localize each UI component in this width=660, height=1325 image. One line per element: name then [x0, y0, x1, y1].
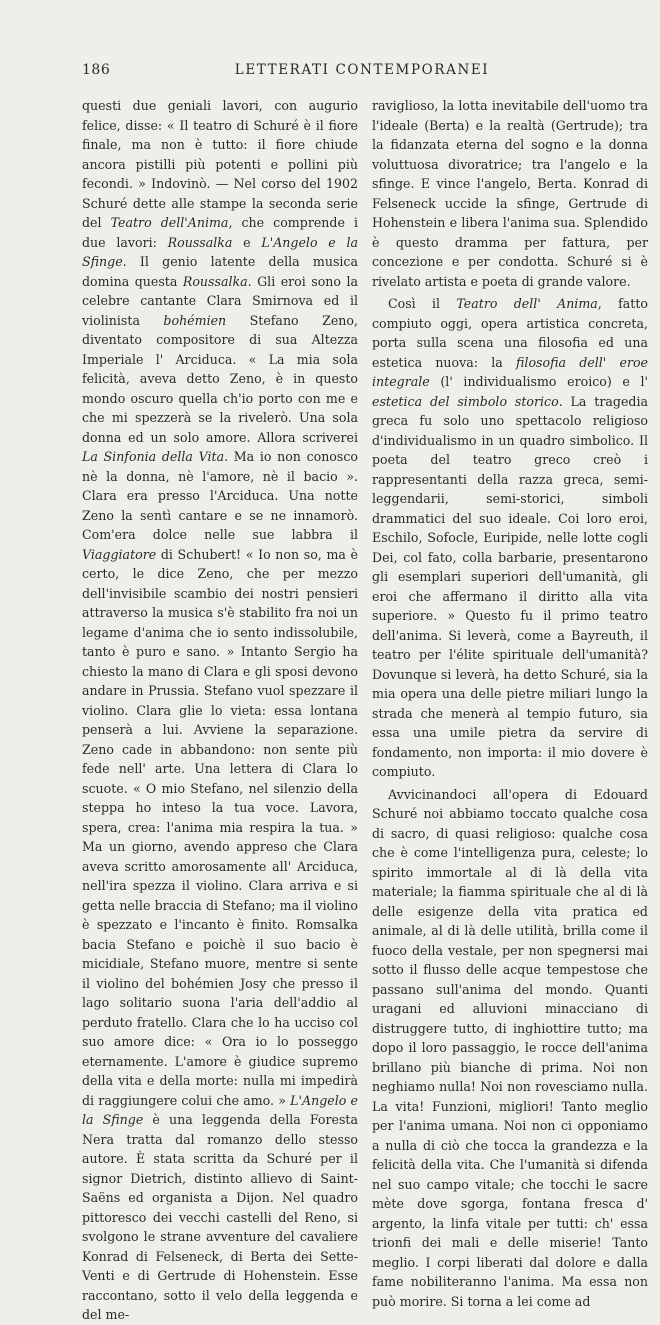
italic-term: estetica del simbolo storico	[372, 393, 559, 409]
italic-title: L'Angelo e la Sfinge	[82, 234, 359, 269]
italic-title: Teatro dell' Anima	[456, 296, 598, 311]
text-run: è una leggenda della Foresta Nera tratta dal romanzo dello stesso autore. È stata scritta da Schuré per il signor Dietrich, distinto allievo di Saint-Saëns ed organista a Dijon. Nel quadro pittoresco dei vecchi castelli del Reno, si svolgono le strane avventure del cavaliere Konrad di Felseneck, di Berta dei Sette-Venti e di Gertrude di Hohenstein. Esse raccontano, sotto il velo della leggenda e del me-	[82, 1112, 358, 1322]
text-run: e	[232, 234, 262, 250]
right-column	[372, 96, 648, 1311]
left-column	[82, 96, 358, 1325]
text-run: . Gli eroi sono la celebre cantante Clara Smirnova ed il violinista	[82, 273, 358, 328]
text-run: (l' individualismo eroico) e l'	[429, 374, 648, 389]
text-run: Stefano Zeno, diventato compositore di sua Altezza Imperiale l' Arciduca. « La mia sola felicità, aveva detto Zeno, è in questo mondo oscuro quella ch'io porto con me e che mi spezzerà se la rivelerò. Una sola donna ed un solo amore. Allora scriverei	[82, 312, 358, 445]
page-number: 186	[82, 62, 111, 78]
right-paragraph-1: raviglioso, la lotta inevitabile dell'uomo tra l'ideale (Berta) e la realtà (Gertrude); tra la fidanzata eterna del sogno e la donna voluttuosa divoratrice; tra l'angelo e la sfinge. E vince l'angelo, Berta. Konrad di Felseneck uccide la sfinge, Gertrude di Hohenstein e libera l'anima sua. Splendido è questo dramma per fattura, per concezione e per condotta. Schuré si è rivelato artista e poeta di grande valore.	[372, 98, 648, 289]
italic-word: bohémien	[163, 312, 227, 328]
left-paragraph-1	[82, 96, 358, 1325]
text-run: . Ma io non conosco nè la donna, nè l'amore, nè il bacio ». Clara era presso l'Arciduca. Una notte Zeno la sentì cantare e se ne innamorò. Com'era dolce nelle sue labbra il	[82, 449, 358, 542]
text-run: questi due geniali lavori, con augurio felice, disse: « Il teatro di Schuré è il fiore finale, ma non è tutto: il fiore chiude ancora pistilli più potenti e pollini più fecondi. » Indovinò. — Nel corso del 1902 Schuré dette alle stampe la seconda serie del	[82, 98, 358, 230]
text-run: , che comprende i due lavori:	[82, 215, 359, 250]
text-run: . La tragedia greca fu solo uno spettacolo religioso d'individualismo in un quadro simbolico. Il poeta del teatro greco creò i rappresentanti della razza greca, semi-leggendarii, semi-storici, simboli drammatici del suo ideale. Coi loro eroi, Eschilo, Sofocle, Euripide, nelle lotte cogli Dei, col fato, colla barbarie, presentarono gli esemplari superiori dell'umanità, gli eroi che affermano il diritto alla vita superiore. » Questo fu il primo teatro dell'anima. Si leverà, come a Bayreuth, il teatro per l'élite spirituale dell'umanità? Dovunque si leverà, ha detto Schuré, sia la mia opera una delle pietre miliari lungo la strada che menerà al tempio futuro, sia essa una umile pietra da servire di fondamento, non importa: il mio dovere è compiuto.	[372, 393, 648, 779]
text-run: di Schubert! « Io non so, ma è certo, le dice Zeno, che per mezzo dell'invisibile scambio dei nostri pensieri attraverso la musica s'è stabilito fra noi un legame d'anima che io sento indissolubile, tanto è puro e sano. » Intanto Sergio ha chiesto la mano di Clara e gli sposi devono andare in Prussia. Stefano vuol spezzare il violino. Clara glie lo vieta: essa lontana penserà a lui. Avviene la separazione. Zeno cade in abbandono: non sente più fede nell' arte. Una lettera di Clara lo scuote. « O mio Stefano, nel silenzio della steppa ho inteso la tua voce. Lavora, spera, crea: l'anima mia respira la tua. » Ma un giorno, avendo appreso che Clara aveva scritto amorosamente all' Arciduca, nell'ira spezza il violino. Clara arriva e si getta nelle braccia di Stefano; ma il violino è spezzato e l'incanto è finito. Romsalka bacia Stefano e poichè il suo bacio è micidiale, Stefano muore, mentre si sente il violino del bohémien Josy che presso il lago solitario suona l'aria dell'addio al perduto fratello. Clara che lo ha ucciso col suo amore dice: « Ora io lo posseggo eternamente. L'amore è giudice supremo della vita e della morte: nulla mi impedirà di raggiungere colui che amo. »	[82, 546, 358, 1108]
italic-title: Teatro dell'Anima	[110, 215, 229, 230]
italic-title: La Sinfonia della Vita	[82, 449, 225, 464]
italic-title: Viaggiatore	[82, 546, 157, 562]
page-header	[82, 62, 642, 84]
text-run: . Il genio latente della musica domina questa	[82, 254, 358, 289]
text-run: Così il	[388, 296, 457, 311]
right-paragraph-3: Avvicinandoci all'opera di Edouard Schuré noi abbiamo toccato qualche cosa di sacro, di quasi religioso: qualche cosa che è come l'intelligenza pura, celeste; lo spirito immortale al di là della vita materiale; la fiamma spirituale che al di là delle esigenze della vita pratica ed animale, al di là delle utilità, brilla come il fuoco della vestale, per non spegnersi mai sotto il flusso delle acque tempestose che passano sull'anima del mondo. Quanti uragani ed alluvioni minacciano di distruggere tutto, di inghiottire tutto; ma dopo il loro passaggio, le rocce dell'anima brillano più bianche di prima. Noi non neghiamo nulla! Noi non rovesciamo nulla. La vita! Funzioni, migliori! Tanto meglio per l'anima umana. Noi non ci opponiamo a nulla di ciò che tocca la grandezza e la felicità della vita. Che l'umanità si difenda nel suo campo vitale; che tocchi le sacre mète dove sgorga, fontana fresca d' argento, la linfa vitale per tutti: ch' essa trionfi dei mali e delle miserie! Tanto meglio. I corpi liberati dal dolore e dalla fame nobiliteranno l'anima. Ma essa non può morire. Si torna a lei come ad	[372, 786, 648, 1309]
italic-title: L'Angelo e la Sfinge	[82, 1092, 358, 1127]
running-title: LETTERATI CONTEMPORANEI	[234, 62, 490, 78]
italic-term: filosofia dell' eroe integrale	[372, 354, 649, 389]
right-paragraph-2	[372, 294, 648, 782]
italic-title: Roussalka	[182, 273, 248, 289]
text-run: , fatto compiuto oggi, opera artistica concreta, porta sulla scena una filosofia ed una estetica nuova: la	[372, 296, 648, 370]
italic-title: Roussalka	[167, 234, 233, 250]
